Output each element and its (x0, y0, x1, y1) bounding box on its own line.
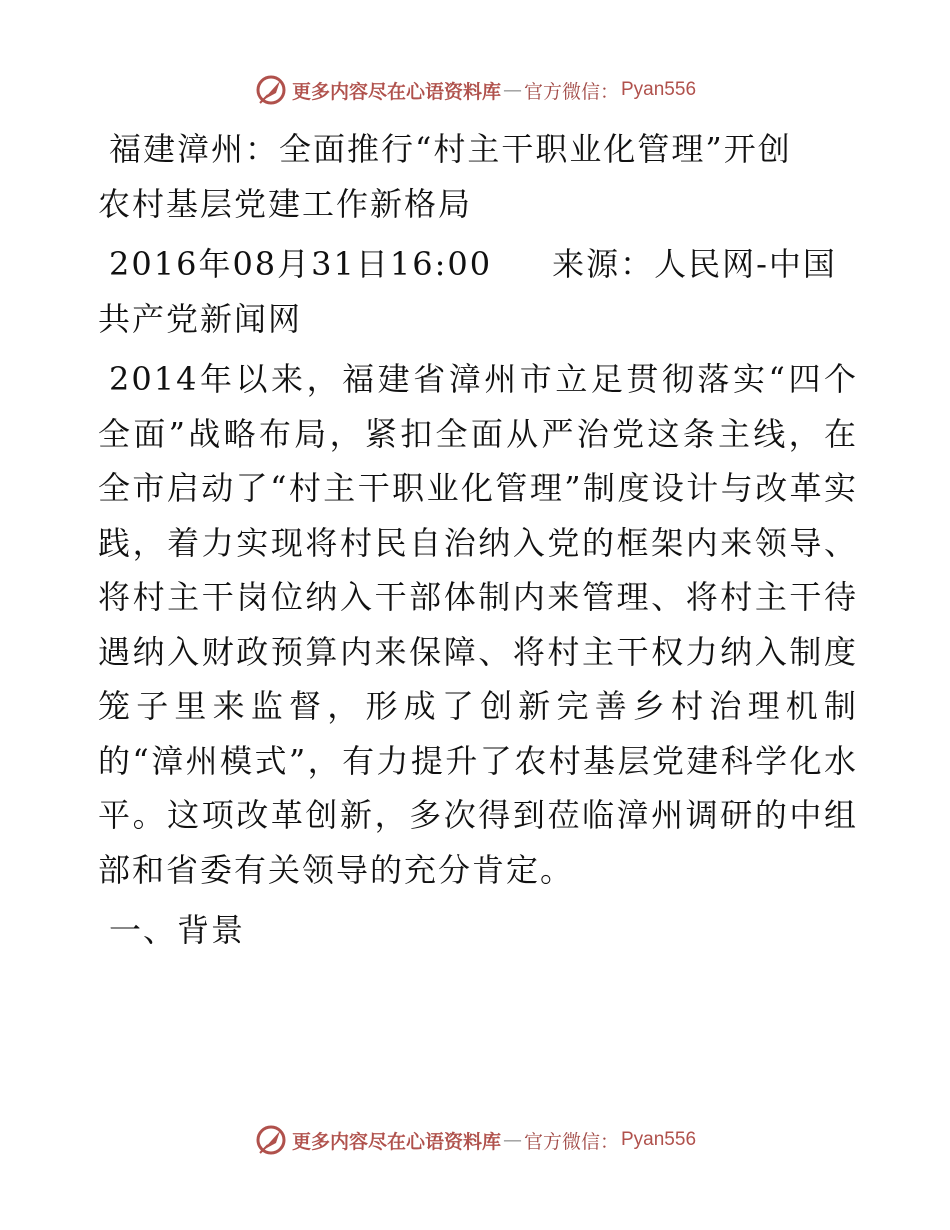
watermark-dash: — (502, 1129, 522, 1151)
article-source-2: 共产党新闻网 (98, 299, 303, 338)
watermark-wechat-label: 官方微信： (523, 1130, 619, 1153)
section-heading-text: 一、背景 (109, 911, 246, 949)
watermark-wechat-id: Pyan556 (621, 1129, 697, 1150)
article-meta (98, 237, 858, 346)
article-content (98, 122, 858, 964)
title-line-1: 福建漳州：全面推行“村主干职业化管理”开创 (109, 130, 792, 168)
header-watermark (0, 70, 950, 110)
title-line-2: 农村基层党建工作新格局 (98, 184, 473, 223)
feather-circle-icon (254, 73, 288, 107)
watermark-dash: — (502, 79, 522, 101)
watermark-brand: 更多内容尽在心语资料库 (291, 80, 501, 103)
feather-circle-icon (254, 1123, 288, 1157)
watermark-wechat-label: 官方微信： (523, 80, 619, 103)
section-heading (98, 903, 858, 958)
footer-watermark (0, 1120, 950, 1160)
watermark-brand: 更多内容尽在心语资料库 (291, 1130, 501, 1153)
article-title (98, 122, 858, 231)
article-date: 2016年08月31日16:00 (109, 245, 493, 283)
article-source-1: 来源：人民网-中国 (552, 245, 837, 283)
watermark-wechat-id: Pyan556 (621, 79, 697, 100)
article-body (98, 352, 858, 897)
body-text: 2014年以来，福建省漳州市立足贯彻落实“四个全面”战略布局，紧扣全面从严治党这条主线，在全市启动了“村主干职业化管理”制度设计与改革实践，着力实现将村民自治纳入党的框架内来领导、将村主干岗位纳入干部体制内来管理、将村主干待遇纳入财政预算内来保障、将村主干权力纳入制度笼子里来监督，形成了创新完善乡村治理机制的“漳州模式”，有力提升了农村基层党建科学化水平。这项改革创新，多次得到莅临漳州调研的中组部和省委有关领导的充分肯定。 (98, 360, 858, 889)
